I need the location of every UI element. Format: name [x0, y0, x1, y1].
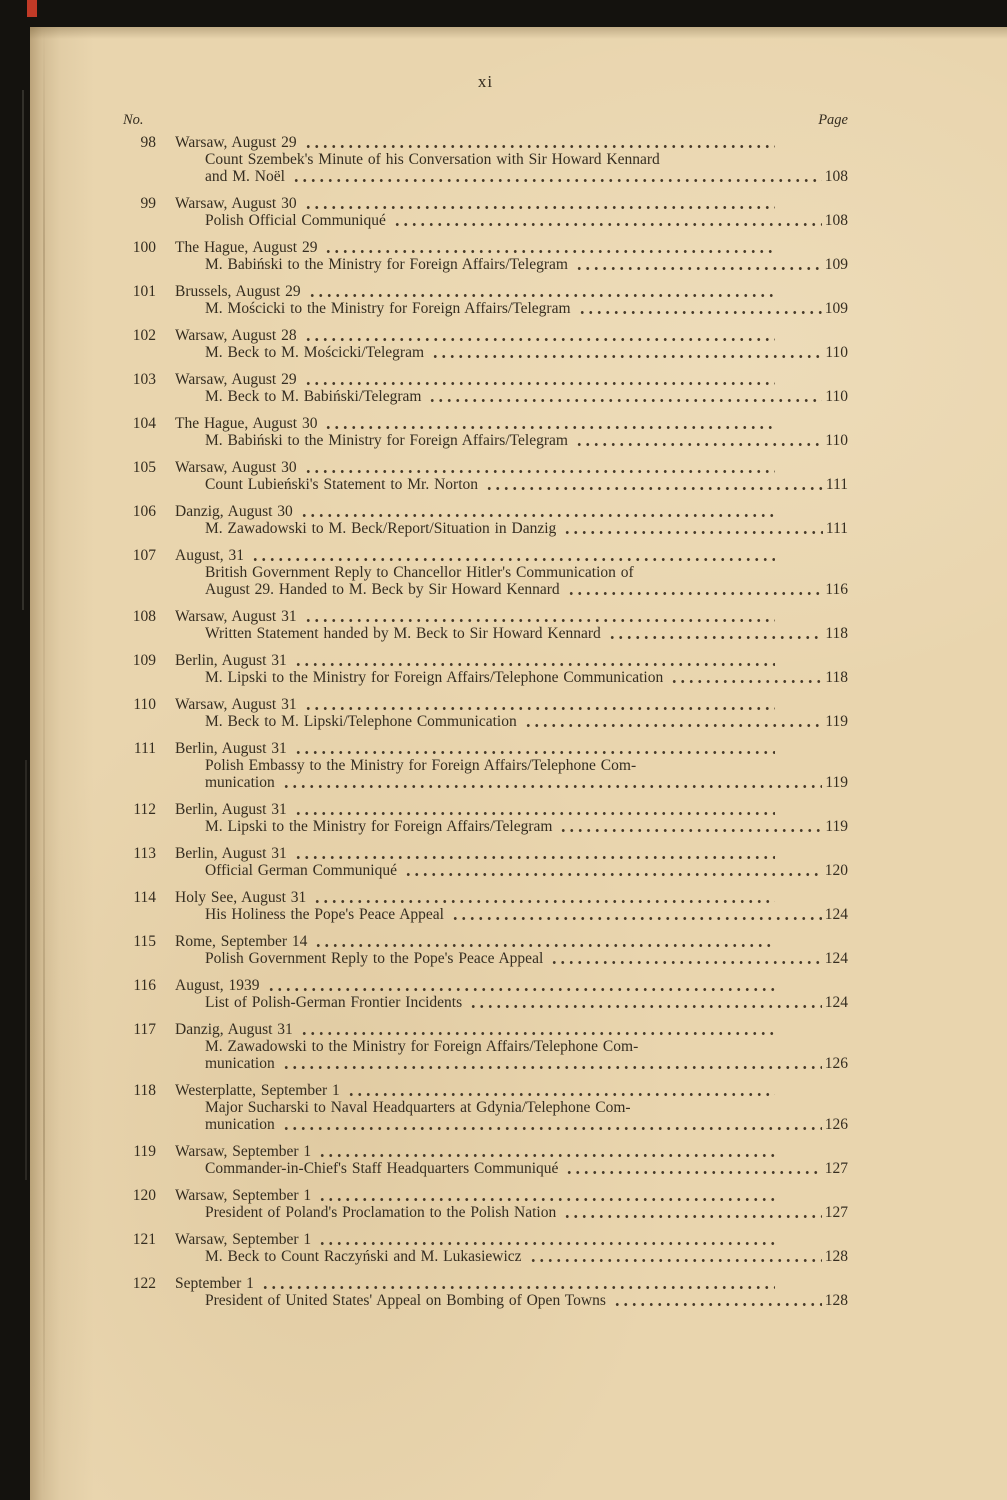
dot-leader	[565, 1168, 821, 1177]
entry-heading: Westerplatte, September 1	[175, 1082, 340, 1099]
entry-page-number: 118	[825, 669, 848, 686]
entry-heading: Berlin, August 31	[175, 740, 287, 757]
dot-leader	[294, 660, 775, 669]
entry-page-number: 128	[824, 1292, 848, 1309]
entry-heading-row	[123, 503, 848, 520]
entry-description: Polish Official Communiqué	[205, 212, 386, 229]
entry-page-number: 127	[824, 1204, 848, 1221]
red-bookmark-mark	[27, 0, 37, 17]
dot-leader	[314, 941, 775, 950]
entry-description-row	[123, 906, 848, 923]
entry-description: Commander-in-Chief's Staff Headquarters Communiqué	[205, 1160, 559, 1177]
entry-description: List of Polish-German Frontier Incidents	[205, 994, 463, 1011]
entry-heading-row	[123, 371, 848, 388]
dot-leader	[318, 1151, 775, 1160]
entry-heading: August, 1939	[175, 977, 260, 994]
entry-number: 98	[140, 134, 156, 151]
dot-leader	[550, 958, 821, 967]
entry-description-row	[123, 1204, 848, 1221]
entry-heading: Danzig, August 30	[175, 503, 293, 520]
entry-heading-row	[123, 1082, 848, 1099]
entry-description-row	[123, 774, 848, 791]
entry-description-row	[123, 581, 848, 598]
entry-number: 117	[133, 1021, 156, 1038]
dot-leader	[567, 589, 823, 598]
entry-description: His Holiness the Pope's Peace Appeal	[205, 906, 444, 923]
entry-description-row	[123, 1160, 848, 1177]
entry-description-row	[123, 151, 848, 168]
entry-description-row	[123, 432, 848, 449]
dot-leader	[324, 247, 775, 256]
toc-entry	[123, 134, 848, 185]
entry-page-number: 111	[825, 520, 848, 537]
dot-leader	[304, 704, 775, 713]
entry-description-row	[123, 1292, 848, 1309]
toc-list	[123, 134, 848, 1309]
entry-description: Major Sucharski to Naval Headquarters at Gdynia/Telephone Com-	[205, 1099, 631, 1116]
entry-page-number: 124	[824, 950, 848, 967]
dot-leader	[529, 1256, 822, 1265]
entry-page-number: 109	[824, 300, 848, 317]
entry-heading: Rome, September 14	[175, 933, 308, 950]
entry-heading: Warsaw, September 1	[175, 1231, 312, 1248]
dot-leader	[324, 423, 775, 432]
entry-description-row	[123, 168, 848, 185]
entry-description: Official German Communiqué	[205, 862, 397, 879]
toc-entry	[123, 845, 848, 879]
dot-leader	[575, 264, 822, 273]
entry-heading-row	[123, 1187, 848, 1204]
toc-entry	[123, 1021, 848, 1072]
entry-heading: The Hague, August 29	[175, 239, 318, 256]
entry-number: 104	[132, 415, 156, 432]
entry-heading: Danzig, August 31	[175, 1021, 293, 1038]
entry-heading: Warsaw, August 30	[175, 459, 297, 476]
entry-number: 102	[132, 327, 156, 344]
entry-number: 114	[133, 889, 156, 906]
entry-description: M. Zawadowski to M. Beck/Report/Situation in Danzig	[205, 520, 557, 537]
entry-heading-row	[123, 845, 848, 862]
entry-number: 122	[132, 1275, 156, 1292]
dot-leader	[300, 511, 775, 520]
entry-heading-row	[123, 1143, 848, 1160]
dot-leader	[304, 616, 775, 625]
toc-entry	[123, 415, 848, 449]
entry-page-number: 126	[824, 1116, 848, 1133]
entry-heading: Warsaw, August 31	[175, 608, 297, 625]
dot-leader	[304, 467, 775, 476]
toc-entry	[123, 801, 848, 835]
entry-number: 101	[132, 283, 156, 300]
entry-heading: Warsaw, August 30	[175, 195, 297, 212]
entry-description-row	[123, 1055, 848, 1072]
entry-description-row	[123, 476, 848, 493]
entry-description: M. Babiński to the Ministry for Foreign Affairs/Telegram	[205, 432, 568, 449]
entry-heading-row	[123, 1231, 848, 1248]
entry-description-row	[123, 757, 848, 774]
entry-heading-row	[123, 696, 848, 713]
entry-description: Polish Government Reply to the Pope's Peace Appeal	[205, 950, 544, 967]
dot-leader	[282, 1124, 822, 1133]
entry-heading-row	[123, 977, 848, 994]
entry-description: munication	[205, 1055, 275, 1072]
entry-number: 119	[133, 1143, 156, 1160]
entry-number: 112	[133, 801, 156, 818]
dot-leader	[393, 220, 822, 229]
entry-description-row	[123, 1116, 848, 1133]
dot-leader	[300, 1029, 775, 1038]
entry-page-number: 126	[824, 1055, 848, 1072]
entry-description-row	[123, 818, 848, 835]
dot-leader	[559, 826, 822, 835]
dot-leader	[267, 985, 775, 994]
entry-page-number: 108	[824, 212, 848, 229]
dot-leader	[318, 1239, 775, 1248]
toc-entry	[123, 547, 848, 598]
entry-number: 106	[132, 503, 156, 520]
toc-entry	[123, 889, 848, 923]
entry-number: 100	[132, 239, 156, 256]
entry-description: M. Beck to M. Babiński/Telegram	[205, 388, 422, 405]
entry-description: Count Lubieński's Statement to Mr. Norton	[205, 476, 479, 493]
entry-heading-row	[123, 415, 848, 432]
entry-page-number: 119	[825, 774, 848, 791]
entry-description: Polish Embassy to the Ministry for Foreign Affairs/Telephone Com-	[205, 757, 637, 774]
dot-leader	[304, 142, 775, 151]
entry-heading-row	[123, 740, 848, 757]
entry-description-row	[123, 994, 848, 1011]
entry-heading: Berlin, August 31	[175, 845, 287, 862]
dot-leader	[563, 528, 823, 537]
column-header-no: No.	[123, 112, 144, 128]
entry-heading-row	[123, 889, 848, 906]
toc-entry	[123, 1082, 848, 1133]
entry-page-number: 119	[825, 818, 848, 835]
entry-description: M. Beck to M. Mościcki/Telegram	[205, 344, 425, 361]
entry-number: 110	[133, 696, 156, 713]
entry-page-number: 118	[825, 625, 848, 642]
entry-number: 111	[133, 740, 156, 757]
entry-description: M. Beck to Count Raczyński and M. Lukasiewicz	[205, 1248, 522, 1265]
toc-entry	[123, 239, 848, 273]
entry-page-number: 110	[825, 388, 848, 405]
entry-heading: Warsaw, August 29	[175, 134, 297, 151]
binding-crease	[43, 27, 45, 1500]
entry-description: M. Beck to M. Lipski/Telephone Communication	[205, 713, 517, 730]
toc-entry	[123, 1143, 848, 1177]
toc-entry	[123, 1231, 848, 1265]
dot-leader	[485, 484, 823, 493]
entry-description: Written Statement handed by M. Beck to Sir Howard Kennard	[205, 625, 601, 642]
entry-description-row	[123, 1038, 848, 1055]
entry-number: 121	[132, 1231, 156, 1248]
entry-description-row	[123, 1248, 848, 1265]
entry-number: 113	[133, 845, 156, 862]
entry-page-number: 124	[824, 994, 848, 1011]
dot-leader	[294, 853, 775, 862]
toc-entry	[123, 195, 848, 229]
dot-leader	[294, 748, 775, 757]
entry-description-row	[123, 1099, 848, 1116]
entry-number: 118	[133, 1082, 156, 1099]
entry-description-row	[123, 300, 848, 317]
book-edge-streak	[25, 760, 27, 1180]
dot-leader	[318, 1195, 775, 1204]
entry-heading: August, 31	[175, 547, 245, 564]
toc-entry	[123, 933, 848, 967]
entry-description-row	[123, 520, 848, 537]
entry-heading: Warsaw, September 1	[175, 1143, 312, 1160]
entry-heading-row	[123, 327, 848, 344]
entry-heading-row	[123, 459, 848, 476]
entry-heading-row	[123, 547, 848, 564]
entry-description-row	[123, 669, 848, 686]
toc-entry	[123, 608, 848, 642]
entry-description: President of Poland's Proclamation to the Polish Nation	[205, 1204, 557, 1221]
dot-leader	[313, 897, 775, 906]
entry-description-row	[123, 625, 848, 642]
entry-page-number: 116	[825, 581, 848, 598]
entry-number: 120	[132, 1187, 156, 1204]
column-headers	[123, 112, 848, 129]
entry-page-number: 120	[824, 862, 848, 879]
entry-description-row	[123, 564, 848, 581]
dot-leader	[251, 555, 775, 564]
entry-page-number: 108	[824, 168, 848, 185]
entry-page-number: 119	[825, 713, 848, 730]
toc-entry	[123, 652, 848, 686]
entry-description: M. Lipski to the Ministry for Foreign Affairs/Telephone Communication	[205, 669, 664, 686]
entry-page-number: 124	[824, 906, 848, 923]
entry-number: 108	[132, 608, 156, 625]
entry-description: M. Lipski to the Ministry for Foreign Affairs/Telegram	[205, 818, 553, 835]
entry-number: 103	[132, 371, 156, 388]
dot-leader	[404, 870, 822, 879]
dot-leader	[608, 633, 823, 642]
entry-heading: Berlin, August 31	[175, 652, 287, 669]
toc-entry	[123, 977, 848, 1011]
dot-leader	[308, 291, 775, 300]
book-page	[30, 27, 1007, 1500]
entry-heading-row	[123, 608, 848, 625]
dot-leader	[292, 176, 822, 185]
dot-leader	[428, 396, 822, 405]
entry-heading: September 1	[175, 1275, 254, 1292]
dot-leader	[670, 677, 822, 686]
entry-description: M. Zawadowski to the Ministry for Foreign Affairs/Telephone Com-	[205, 1038, 639, 1055]
entry-heading-row	[123, 239, 848, 256]
toc-entry	[123, 696, 848, 730]
entry-heading: Holy See, August 31	[175, 889, 307, 906]
entry-heading: Warsaw, August 29	[175, 371, 297, 388]
toc-entry	[123, 1275, 848, 1309]
entry-description-row	[123, 344, 848, 361]
entry-page-number: 127	[824, 1160, 848, 1177]
entry-number: 99	[140, 195, 156, 212]
entry-description-row	[123, 212, 848, 229]
entry-heading-row	[123, 1021, 848, 1038]
entry-number: 109	[132, 652, 156, 669]
dot-leader	[282, 782, 823, 791]
entry-page-number: 128	[824, 1248, 848, 1265]
entry-description-row	[123, 862, 848, 879]
dot-leader	[563, 1212, 822, 1221]
toc-entry	[123, 283, 848, 317]
dot-leader	[294, 809, 775, 818]
entry-description: munication	[205, 774, 275, 791]
dot-leader	[304, 203, 775, 212]
entry-heading: Warsaw, September 1	[175, 1187, 312, 1204]
dot-leader	[578, 308, 822, 317]
entry-description: M. Mościcki to the Ministry for Foreign Affairs/Telegram	[205, 300, 571, 317]
toc-entry	[123, 327, 848, 361]
toc-entry	[123, 503, 848, 537]
entry-page-number: 109	[824, 256, 848, 273]
toc-entry	[123, 1187, 848, 1221]
entry-description: M. Babiński to the Ministry for Foreign Affairs/Telegram	[205, 256, 568, 273]
dot-leader	[451, 914, 822, 923]
toc-entry	[123, 740, 848, 791]
entry-number: 116	[133, 977, 156, 994]
entry-page-number: 110	[825, 344, 848, 361]
entry-heading: The Hague, August 30	[175, 415, 318, 432]
entry-heading-row	[123, 195, 848, 212]
dot-leader	[524, 721, 823, 730]
toc-entry	[123, 371, 848, 405]
entry-page-number: 111	[825, 476, 848, 493]
entry-heading-row	[123, 1275, 848, 1292]
dot-leader	[347, 1090, 775, 1099]
entry-description: Count Szembek's Minute of his Conversation with Sir Howard Kennard	[205, 151, 660, 168]
entry-heading-row	[123, 283, 848, 300]
entry-page-number: 110	[825, 432, 848, 449]
entry-description-row	[123, 256, 848, 273]
entry-heading-row	[123, 652, 848, 669]
entry-heading: Warsaw, August 31	[175, 696, 297, 713]
entry-heading-row	[123, 933, 848, 950]
entry-heading-row	[123, 801, 848, 818]
dot-leader	[261, 1283, 775, 1292]
dot-leader	[282, 1063, 822, 1072]
dot-leader	[469, 1002, 822, 1011]
dot-leader	[304, 379, 775, 388]
entry-heading: Berlin, August 31	[175, 801, 287, 818]
entry-heading: Brussels, August 29	[175, 283, 301, 300]
entry-heading: Warsaw, August 28	[175, 327, 297, 344]
entry-description: August 29. Handed to M. Beck by Sir Howard Kennard	[205, 581, 560, 598]
entry-description: British Government Reply to Chancellor Hitler's Communication of	[205, 564, 634, 581]
dot-leader	[304, 335, 775, 344]
book-edge-streak	[22, 90, 24, 610]
column-header-page: Page	[818, 112, 848, 128]
dot-leader	[613, 1300, 822, 1309]
entry-description-row	[123, 713, 848, 730]
entry-description: and M. Noël	[205, 168, 285, 185]
toc-entry	[123, 459, 848, 493]
entry-number: 105	[132, 459, 156, 476]
entry-number: 107	[132, 547, 156, 564]
entry-description-row	[123, 388, 848, 405]
entry-description: President of United States' Appeal on Bombing of Open Towns	[205, 1292, 606, 1309]
page-folio: xi	[477, 72, 494, 91]
entry-description-row	[123, 950, 848, 967]
entry-heading-row	[123, 134, 848, 151]
dot-leader	[431, 352, 822, 361]
entry-description: munication	[205, 1116, 275, 1133]
entry-number: 115	[133, 933, 156, 950]
dot-leader	[575, 440, 822, 449]
page-content	[123, 27, 848, 1319]
